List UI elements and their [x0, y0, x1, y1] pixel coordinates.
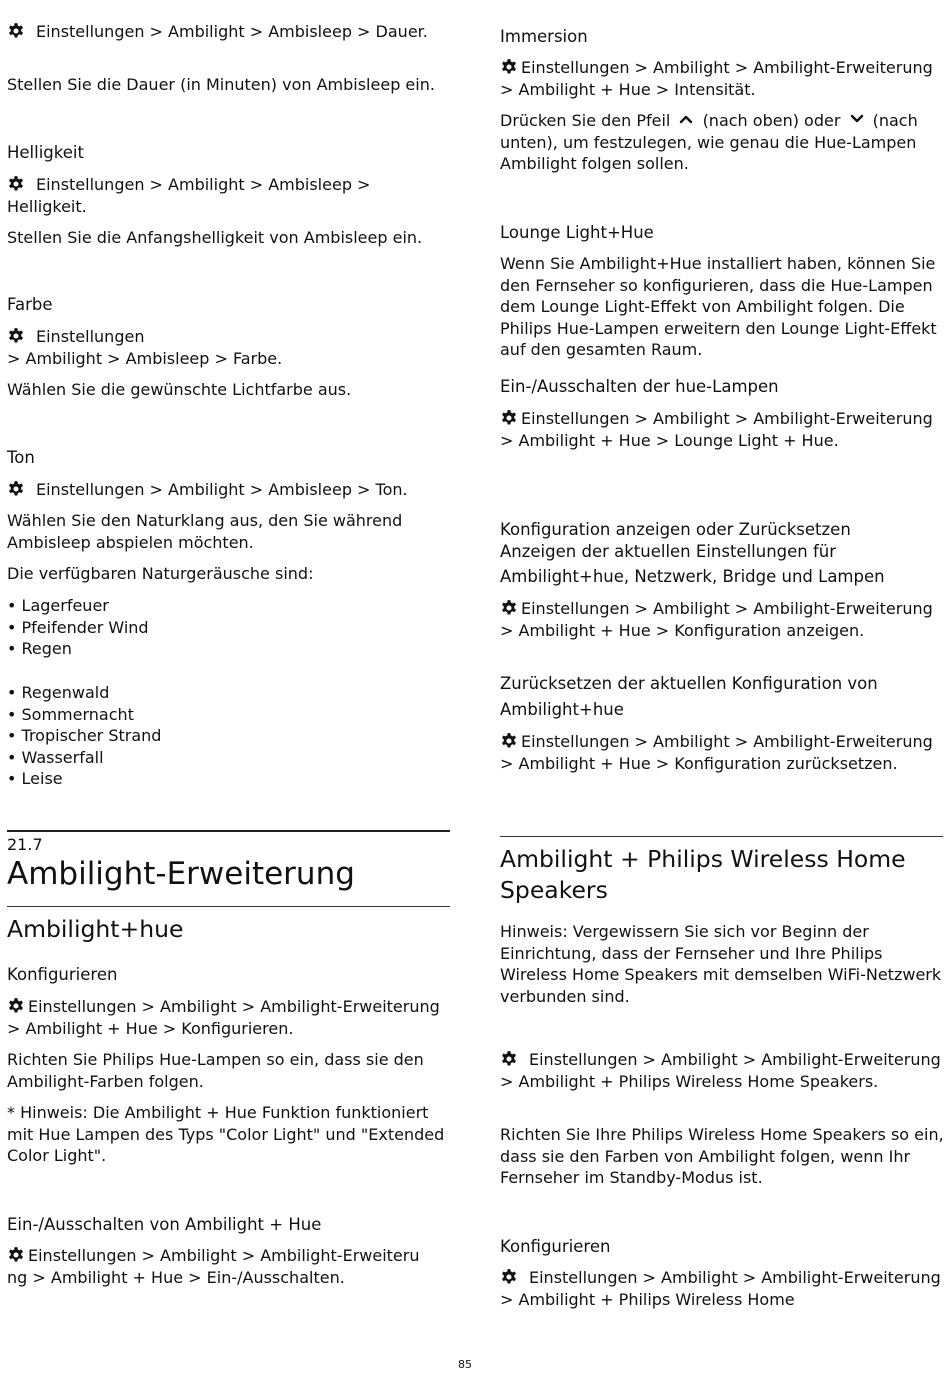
path-speakers [500, 1049, 945, 1092]
path-zuruecksetzen-text: Einstellungen > Ambilight > Ambilight-Erweiterung > Ambilight + Hue > Konfiguration zurücksetzen. [500, 732, 933, 773]
gear-icon [7, 997, 25, 1015]
desc-lounge: Wenn Sie Ambilight+Hue installiert haben, können Sie den Fernseher so konfigurieren, dass die Hue-Lampen dem Lounge Light-Effekt von Ambilight folgen. Die Philips Hue-Lampen erweitern den Lounge Light-Effekt auf den gesamten Raum. [500, 254, 937, 360]
heading-zuruecksetzen-1: Zurücksetzen der aktuellen Konfiguration von [500, 674, 878, 693]
gear-icon [7, 1246, 25, 1264]
hinweis-hue: * Hinweis: Die Ambilight + Hue Funktion funktioniert mit Hue Lampen des Typs "Color Light" und "Extended Color Light". [7, 1103, 445, 1166]
path-farbe-text-2: > Ambilight > Ambisleep > Farbe. [7, 348, 283, 368]
heading-konfig-anzeigen-2: Anzeigen der aktuellen Einstellungen für [500, 541, 837, 561]
gear-icon [500, 1268, 518, 1286]
desc-dauer: Stellen Sie die Dauer (in Minuten) von Ambisleep ein. [7, 75, 435, 94]
path-helligkeit-text: Einstellungen > Ambilight > Ambisleep > Helligkeit. [7, 175, 371, 216]
desc-immersion-text-2: (nach oben) oder [702, 111, 841, 130]
gear-icon [500, 732, 518, 750]
heading-zuruecksetzen-2: Ambilight+hue [500, 699, 624, 719]
speakers-title: Ambilight + Philips Wireless Home Speakers [500, 845, 906, 904]
gear-icon [500, 599, 518, 617]
speakers-divider [500, 836, 943, 837]
chevron-down-icon [849, 113, 865, 125]
heading-konfig-anzeigen-1: Konfiguration anzeigen oder Zurücksetzen [500, 520, 851, 539]
desc-farbe: Wählen Sie die gewünschte Lichtfarbe aus. [7, 380, 352, 399]
heading-ton: Ton [7, 448, 35, 467]
heading-lounge: Lounge Light+Hue [500, 223, 654, 242]
gear-icon [7, 22, 25, 40]
path-helligkeit [7, 174, 452, 217]
heading-immersion: Immersion [500, 27, 588, 46]
heading-helligkeit: Helligkeit [7, 143, 84, 162]
heading-ein-aus: Ein-/Ausschalten von Ambilight + Hue [7, 1215, 322, 1234]
path-farbe-text-1: Einstellungen [36, 327, 145, 346]
list-item: • Sommernacht [7, 704, 134, 724]
path-dauer [7, 21, 452, 43]
path-ein-aus-text-2: ng > Ambilight + Hue > Ein-/Ausschalten. [7, 1267, 345, 1287]
heading-konfigurieren-speakers: Konfigurieren [500, 1237, 611, 1256]
list-item: • Wasserfall [7, 747, 104, 767]
heading-zuruecksetzen [500, 673, 945, 720]
path-konfig-anzeigen-text: Einstellungen > Ambilight > Ambilight-Erweiterung > Ambilight + Hue > Konfiguration anzeigen. [500, 599, 933, 640]
list-item: • Pfeifender Wind [7, 617, 149, 637]
desc-immersion-text-3: (nach unten), um festzulegen, wie genau die Hue-Lampen Ambilight folgen sollen. [500, 111, 918, 174]
list-item: • Leise [7, 769, 63, 789]
section-number: 21.7 [7, 835, 43, 854]
list-item: • Tropischer Strand [7, 726, 162, 746]
path-ton-text: Einstellungen > Ambilight > Ambisleep > Ton. [36, 480, 408, 499]
desc-konfigurieren: Richten Sie Philips Hue-Lampen so ein, dass sie den Ambilight-Farben folgen. [7, 1050, 424, 1091]
heading-konfig-anzeigen [500, 519, 945, 588]
heading-konfigurieren: Konfigurieren [7, 965, 118, 984]
desc-immersion-text-1: Drücken Sie den Pfeil [500, 111, 671, 130]
gear-icon [7, 480, 25, 498]
list-item: • Regenwald [7, 683, 110, 702]
subsection-title: Ambilight+hue [7, 915, 184, 943]
heading-hue-lampen: Ein-/Ausschalten der hue-Lampen [500, 377, 779, 396]
path-immersion [500, 57, 945, 100]
section-title: Ambilight-Erweiterung [7, 856, 355, 892]
path-hue-lampen-text: Einstellungen > Ambilight > Ambilight-Erweiterung > Ambilight + Hue > Lounge Light + Hue. [500, 409, 933, 450]
path-ein-aus [7, 1245, 452, 1288]
path-immersion-text: Einstellungen > Ambilight > Ambilight-Erweiterung > Ambilight + Hue > Intensität. [500, 58, 933, 99]
gear-icon [500, 409, 518, 427]
path-ein-aus-text-1: Einstellungen > Ambilight > Ambilight-Erweiteru [28, 1246, 420, 1265]
heading-farbe: Farbe [7, 295, 53, 314]
desc-immersion [500, 110, 945, 175]
path-konfigurieren-speakers [500, 1267, 945, 1310]
page-number: 85 [458, 1358, 472, 1371]
path-konfigurieren [7, 996, 452, 1039]
section-divider [7, 830, 450, 832]
speakers-hinweis: Hinweis: Vergewissern Sie sich vor Beginn der Einrichtung, dass der Fernseher und Ihre Philips Wireless Home Speakers mit demselben WiFi-Netzwerk verbunden sind. [500, 922, 942, 1006]
desc-helligkeit: Stellen Sie die Anfangshelligkeit von Ambisleep ein. [7, 228, 423, 247]
desc-ton: Wählen Sie den Naturklang aus, den Sie während Ambisleep abspielen möchten. [7, 511, 403, 552]
path-ton [7, 479, 452, 501]
list-item: • Lagerfeuer [7, 596, 109, 615]
desc-speakers: Richten Sie Ihre Philips Wireless Home Speakers so ein, dass sie den Farben von Ambilight folgen, wenn Ihr Fernseher im Standby-Modus ist. [500, 1125, 944, 1188]
heading-konfig-anzeigen-3: Ambilight+hue, Netzwerk, Bridge und Lampen [500, 567, 885, 587]
gear-icon [500, 1050, 518, 1068]
path-konfig-anzeigen [500, 598, 945, 641]
path-zuruecksetzen [500, 731, 945, 774]
sounds-list-a [7, 595, 452, 660]
path-dauer-text: Einstellungen > Ambilight > Ambisleep > Dauer. [36, 22, 428, 41]
gear-icon [7, 327, 25, 345]
path-speakers-text: Einstellungen > Ambilight > Ambilight-Erweiterung > Ambilight + Philips Wireless Home Speakers. [500, 1050, 941, 1091]
chevron-up-icon [678, 113, 694, 125]
sounds-intro: Die verfügbaren Naturgeräusche sind: [7, 564, 314, 583]
path-konfigurieren-text: Einstellungen > Ambilight > Ambilight-Erweiterung > Ambilight + Hue > Konfigurieren. [7, 997, 440, 1038]
list-item: • Regen [7, 639, 72, 659]
gear-icon [7, 175, 25, 193]
path-farbe [7, 326, 452, 369]
subsection-divider [7, 906, 450, 907]
path-konfigurieren-speakers-text: Einstellungen > Ambilight > Ambilight-Erweiterung > Ambilight + Philips Wireless Home [500, 1268, 941, 1309]
path-hue-lampen [500, 408, 945, 451]
sounds-list-b [7, 682, 452, 790]
gear-icon [500, 58, 518, 76]
